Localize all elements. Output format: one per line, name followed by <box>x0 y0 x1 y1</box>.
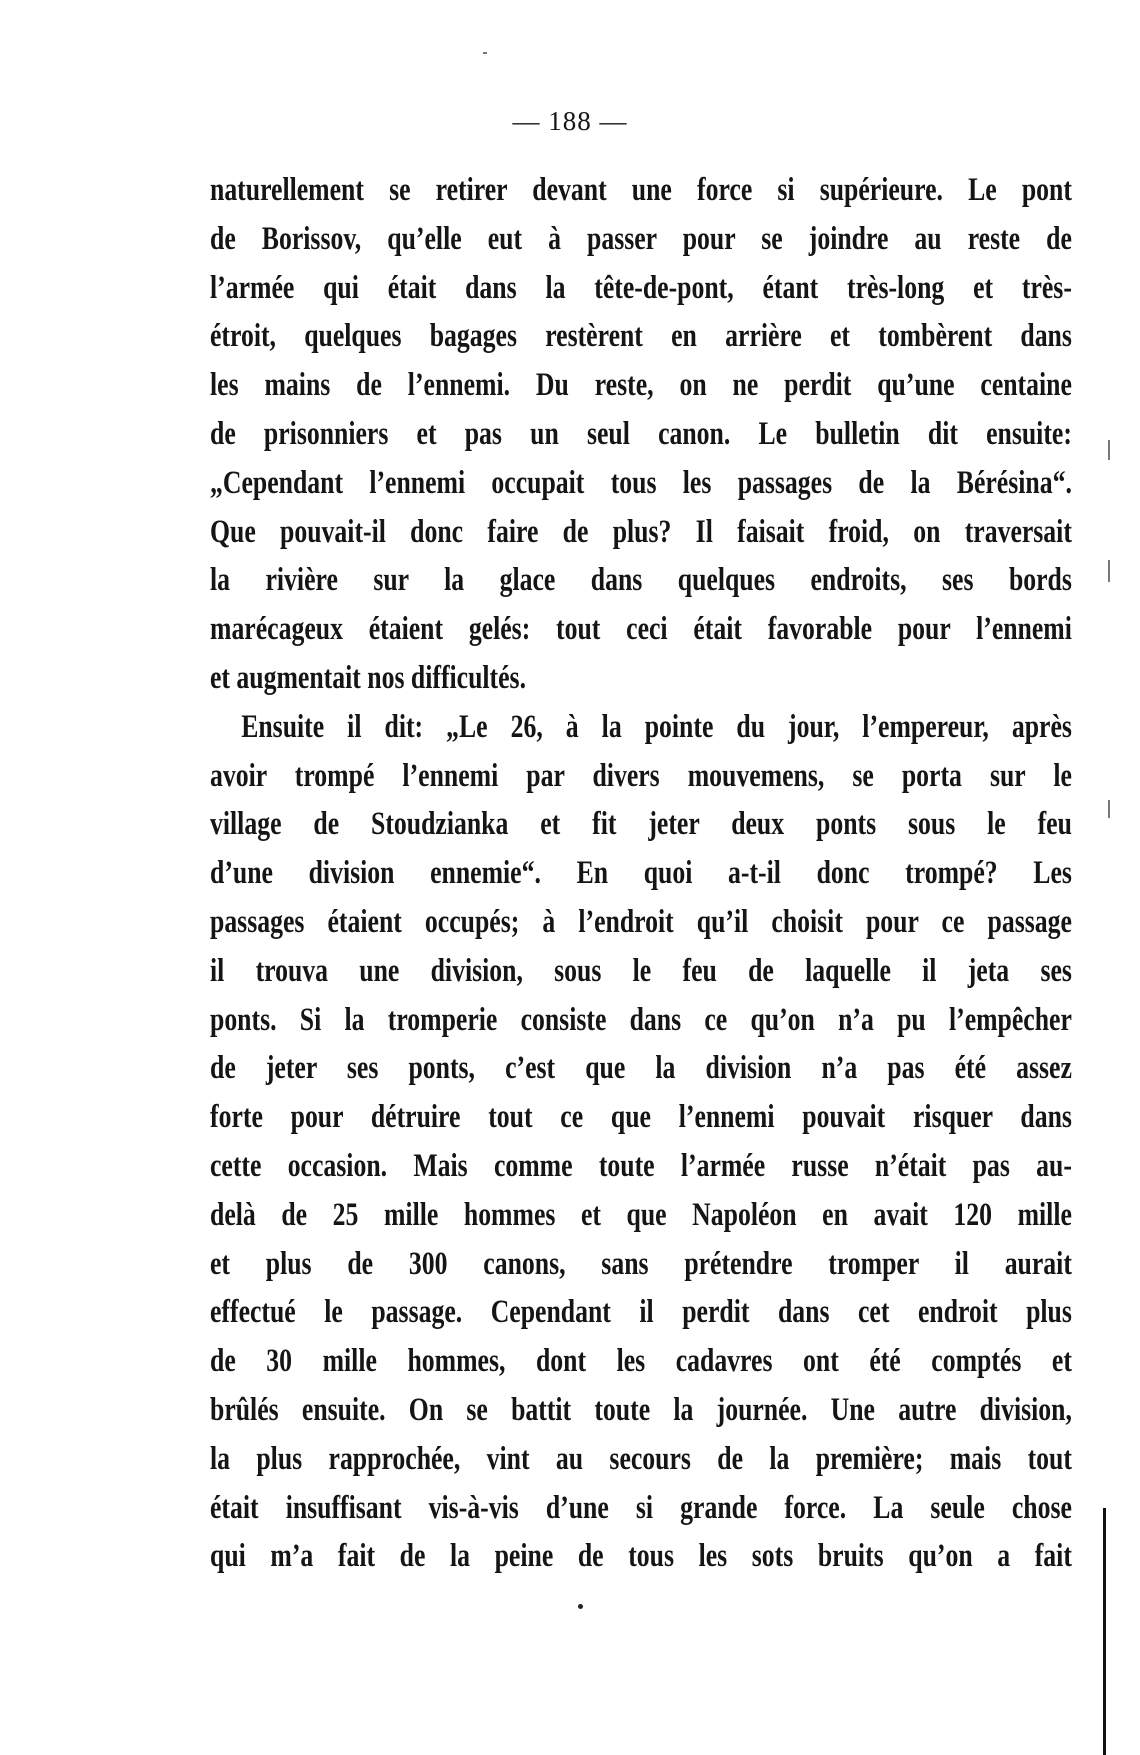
text-line: d’une division ennemie“. En quoi a-t-il donc trompé? Les <box>210 855 1072 892</box>
text-line: la rivière sur la glace dans quelques endroits, ses bords <box>210 562 1072 599</box>
text-line: Que pouvait-il donc faire de plus? Il faisait froid, on traversait <box>210 513 1072 550</box>
text-line: forte pour détruire tout ce que l’ennemi pouvait risquer dans <box>210 1099 1072 1136</box>
text-line: passages étaient occupés; à l’endroit qu’il choisit pour ce passage <box>210 903 1072 940</box>
text-line: l’armée qui était dans la tête-de-pont, étant très-long et très- <box>210 269 1072 306</box>
scan-speck <box>1108 440 1110 460</box>
text-line: cette occasion. Mais comme toute l’armée russe n’était pas au- <box>210 1147 1072 1184</box>
text-line: il trouva une division, sous le feu de laquelle il jeta ses <box>210 952 1072 989</box>
text-line: de prisonniers et pas un seul canon. Le bulletin dit ensuite: <box>210 415 1072 452</box>
text-line: brûlés ensuite. On se battit toute la journée. Une autre division, <box>210 1391 1072 1428</box>
text-line: de jeter ses ponts, c’est que la division n’a pas été assez <box>210 1050 1072 1087</box>
text-line: marécageux étaient gelés: tout ceci était favorable pour l’ennemi <box>210 611 1072 648</box>
text-line: delà de 25 mille hommes et que Napoléon en avait 120 mille <box>210 1196 1072 1233</box>
text-line: et plus de 300 canons, sans prétendre tromper il aurait <box>210 1245 1072 1282</box>
text-line: „Cependant l’ennemi occupait tous les passages de la Bérésina“. <box>210 464 1072 501</box>
text-line: ponts. Si la tromperie consiste dans ce qu’on n’a pu l’empêcher <box>210 1001 1072 1038</box>
scan-speck <box>1108 800 1110 818</box>
text-line: qui m’a fait de la peine de tous les sots bruits qu’on a fait <box>210 1538 1072 1575</box>
text-line: la plus rapprochée, vint au secours de la première; mais tout <box>210 1440 1072 1477</box>
text-line: naturellement se retirer devant une force si supérieure. Le pont <box>210 172 1072 208</box>
text-line: étroit, quelques bagages restèrent en arrière et tombèrent dans <box>210 318 1072 355</box>
text-line: de Borissov, qu’elle eut à passer pour se joindre au reste de <box>210 220 1072 257</box>
text-line: de 30 mille hommes, dont les cadavres ont été comptés et <box>210 1343 1072 1380</box>
body-text <box>210 166 1072 1581</box>
ink-dot <box>578 1604 583 1609</box>
text-line: avoir trompé l’ennemi par divers mouvemens, se porta sur le <box>210 757 1072 794</box>
text-line: effectué le passage. Cependant il perdit dans cet endroit plus <box>210 1294 1072 1331</box>
text-line: Ensuite il dit: „Le 26, à la pointe du jour, l’empereur, après <box>241 708 1072 745</box>
scan-speck <box>1108 560 1110 582</box>
text-line: village de Stoudzianka et fit jeter deux ponts sous le feu <box>210 806 1072 843</box>
scan-speck <box>483 52 487 54</box>
scan-edge-mark <box>1103 1508 1106 1755</box>
text-line: et augmentait nos difficultés. <box>210 659 527 696</box>
page-number: — 188 — <box>512 106 628 136</box>
text-line: était insuffisant vis-à-vis d’une si grande force. La seule chose <box>210 1489 1072 1526</box>
text-line: les mains de l’ennemi. Du reste, on ne perdit qu’une centaine <box>210 367 1072 404</box>
